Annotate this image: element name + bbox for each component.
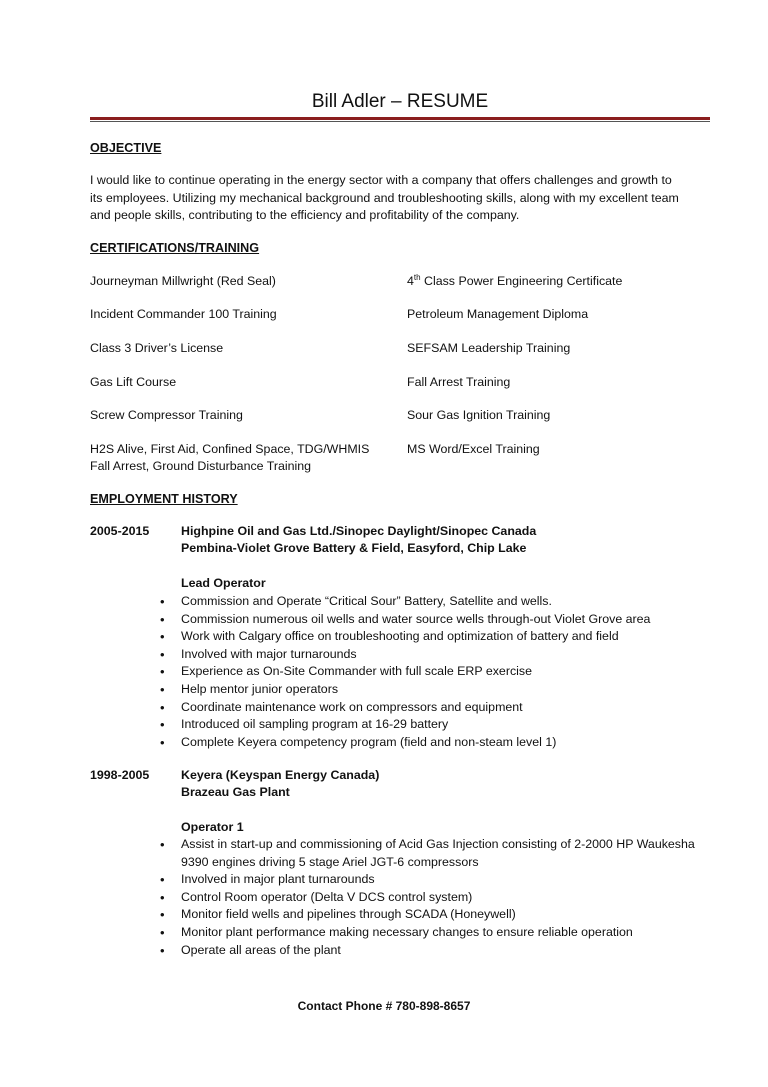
list-item: • Assist in start-up and commissioning of Acid Gas Injection consisting of 2-2000 HP Waukesha <box>160 837 695 852</box>
objective-line: and people skills, contributing to the efficiency and profitability of the company. <box>90 208 520 222</box>
job-dates: 1998-2005 <box>90 768 150 782</box>
cert-item: Fall Arrest Training <box>407 375 511 389</box>
job-company: Highpine Oil and Gas Ltd./Sinopec Daylight/Sinopec Canada <box>181 524 537 538</box>
objective-heading: OBJECTIVE <box>90 141 162 155</box>
cert-item: H2S Alive, First Aid, Confined Space, TDG/WHMIS <box>90 442 370 456</box>
employment-heading: EMPLOYMENT HISTORY <box>90 492 238 506</box>
bullet-icon: • <box>160 611 165 627</box>
list-item: • Help mentor junior operators <box>160 681 339 697</box>
bullet-icon: • <box>160 907 165 923</box>
job-duties <box>160 836 720 959</box>
job-company: Keyera (Keyspan Energy Canada) <box>181 768 380 782</box>
bullet-icon: • <box>160 889 165 905</box>
list-item: • Control Room operator (Delta V DCS control system) <box>160 889 473 905</box>
cert-item: Gas Lift Course <box>90 375 177 389</box>
certifications-heading: CERTIFICATIONS/TRAINING <box>90 241 260 255</box>
cert-item: Screw Compressor Training <box>90 408 243 422</box>
contact-footer: Contact Phone # 780-898-8657 <box>297 999 471 1013</box>
list-item: • Complete Keyera competency program (field and non-steam level 1) <box>160 734 557 750</box>
bullet-icon: • <box>160 629 165 645</box>
list-item-continuation: 9390 engines driving 5 stage Ariel JGT-6 compressors <box>181 854 479 869</box>
cert-text: 4 <box>407 274 414 288</box>
job-location: Pembina-Violet Grove Battery & Field, Easyford, Chip Lake <box>181 541 527 555</box>
bullet-icon: • <box>160 594 165 609</box>
list-item: • Monitor field wells and pipelines through SCADA (Honeywell) <box>160 907 516 923</box>
bullet-icon: • <box>160 942 165 958</box>
bullet-icon: • <box>160 734 165 750</box>
list-item: • Introduced oil sampling program at 16-29 battery <box>160 717 449 733</box>
objective-text <box>90 172 710 225</box>
bullet-icon: • <box>160 699 165 715</box>
list-item: • Experience as On-Site Commander with full scale ERP exercise <box>160 664 532 680</box>
job-position: Operator 1 <box>181 820 244 834</box>
job-location: Brazeau Gas Plant <box>181 785 290 799</box>
list-item: • Commission and Operate “Critical Sour” Battery, Satellite and wells. <box>160 594 552 609</box>
title-rule-red <box>90 117 710 120</box>
list-item: • Operate all areas of the plant <box>160 942 341 958</box>
cert-item: Sour Gas Ignition Training <box>407 408 551 422</box>
list-item: • Monitor plant performance making necessary changes to ensure reliable operation <box>160 924 633 940</box>
cert-item: Class 3 Driver’s License <box>90 341 224 355</box>
bullet-icon: • <box>160 664 165 680</box>
objective-line: its employees. Utilizing my mechanical background and troubleshooting skills, along with my excellent team <box>90 190 679 205</box>
cert-item: Fall Arrest, Ground Disturbance Training <box>90 459 312 473</box>
bullet-icon: • <box>160 681 165 697</box>
bullet-icon: • <box>160 646 165 662</box>
cert-item: MS Word/Excel Training <box>407 442 540 456</box>
list-item: • Coordinate maintenance work on compressors and equipment <box>160 699 523 715</box>
bullet-icon: • <box>160 717 165 733</box>
cert-superscript: th <box>413 272 421 282</box>
job-duties <box>160 593 720 751</box>
page-title: Bill Adler – RESUME <box>311 91 489 112</box>
cert-item: Incident Commander 100 Training <box>90 307 277 321</box>
list-item: • Commission numerous oil wells and water source wells through-out Violet Grove area <box>160 611 651 627</box>
bullet-icon: • <box>160 837 165 852</box>
cert-item: Petroleum Management Diploma <box>407 307 589 321</box>
bullet-icon: • <box>160 924 165 940</box>
title-rule-gray <box>90 121 710 122</box>
bullet-icon: • <box>160 872 165 888</box>
cert-item: Journeyman Millwright (Red Seal) <box>90 274 276 288</box>
list-item: • Involved with major turnarounds <box>160 646 357 662</box>
list-item: • Involved in major plant turnarounds <box>160 872 375 888</box>
objective-line: I would like to continue operating in the energy sector with a company that offers challenges and growth to <box>90 173 672 187</box>
cert-text: Class Power Engineering Certificate <box>420 274 623 288</box>
cert-item <box>407 273 717 291</box>
list-item: • Work with Calgary office on troubleshooting and optimization of battery and field <box>160 629 619 645</box>
job-position: Lead Operator <box>181 576 266 590</box>
job-dates: 2005-2015 <box>90 524 150 538</box>
cert-item: SEFSAM Leadership Training <box>407 341 571 355</box>
